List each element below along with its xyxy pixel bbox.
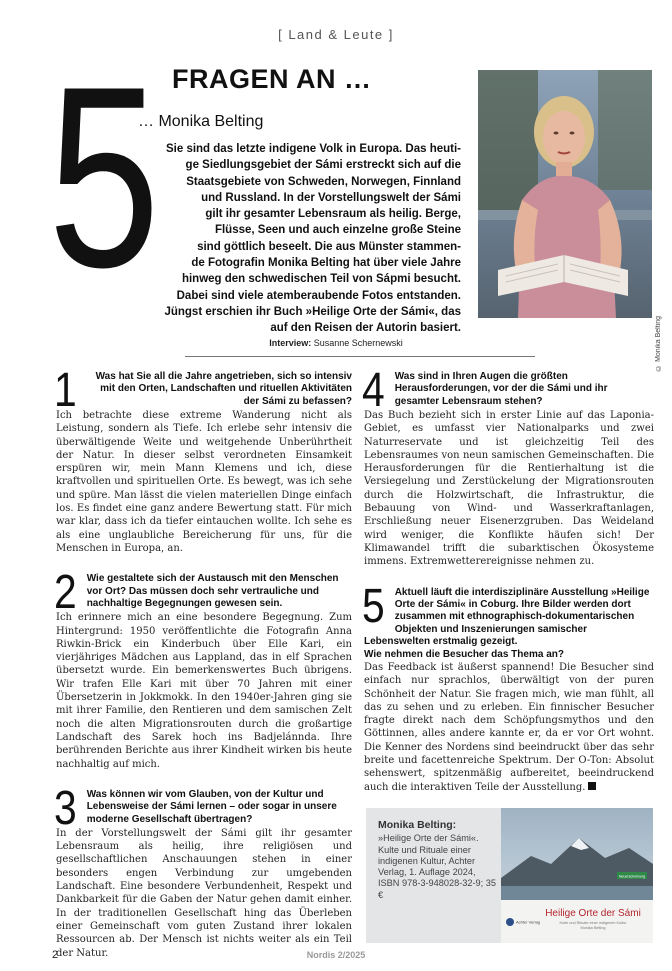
answer-text: Ich erinnere mich an eine besondere Begegnung. Zum Hintergrund: 1950 veröffentlichte die Fotografin Anna Riwkin-Brick ein Kinderbuch über Elle Kari, ein vierjähriges Mädchen aus Lappland, das in elf Sprachen übersetzt wurde. Ein bemerkenswertes Buch übrigens. Wir trafen Elle Kari mit über 70 Jahren mit einer Übersetzerin in Jokkmokk. In den 1940er-Jahren ging sie mit ihrer Familie, den Rentieren und dem samischen Zelt noch die alten Migrationsrouten durch die großartige Landschaft des Sarek hoch ins Badjelánnda. Ihre berührenden Berichte aus ihrer Kindheit wirken bis heute nachhaltig auf mich. xyxy=(56,612,352,770)
book-cover-illustration xyxy=(501,808,653,943)
answer-text xyxy=(364,661,654,794)
qa-item-4 xyxy=(362,364,654,569)
book-details: »Heilige Orte der Sámi«. Kulte und Rituale einer indigenen Kultur, Achter Verlag, 1. Auflage 2024, ISBN 978-3-948028-32-9; 35 € xyxy=(378,833,496,900)
divider xyxy=(185,356,535,357)
column-left xyxy=(54,364,352,971)
interview-credit xyxy=(0,338,672,348)
portrait-illustration xyxy=(478,70,652,318)
qa-item-5 xyxy=(362,579,654,794)
intro-line: Sie sind das letzte indigene Volk in Europa. Das heuti- xyxy=(165,143,461,155)
end-mark xyxy=(588,782,596,790)
column-right xyxy=(362,364,654,812)
page-title: FRAGEN AN … xyxy=(172,64,372,94)
magazine-issue: Nordis 2/2025 xyxy=(306,950,366,960)
intro-line: ge Siedlungsgebiet der Sámi erstreckt sich auf die xyxy=(185,159,461,172)
question-number: 1 xyxy=(54,364,77,417)
interviewer-name: Susanne Schernewski xyxy=(313,338,403,348)
intro-line: Flüsse, Seen und auch einzelne große Steine xyxy=(214,224,461,237)
intro-text xyxy=(148,141,461,337)
intro-line: Dabei sind viele atemberaubende Fotos entstanden. xyxy=(176,289,461,302)
answer-text: Ich betrachte diese extreme Wanderung nicht als Leistung, sondern als Tiefe. Ich erlebe sehr intensiv die überwältigende Weite und weitgehende Unberührtheit der Natur. In dieser selbst verordneten Einsamkeit erspüren wir, mein Mann Klemens und ich, diese kraftvollen und spirituellen Orte. Es bewegt, was ich sehe und spüre. Man lässt die vielen materiellen Dinge einfach los. Es findet eine ganz andere Bewertung statt. Für mich war klar, dass ich da tiefer eintauchen wollte. Ich sehe es als eine unglaubliche Bereicherung für uns, für die Menschen in Europa, an. xyxy=(56,410,352,554)
question-text: Wie gestaltete sich der Austausch mit den Menschen vor Ort? Das müssen doch sehr vertrauliche und nachhaltige Begegnungen gewesen sein. xyxy=(86,573,339,610)
intro-line: hinweg den schwedischen Teil von Sápmi besucht. xyxy=(181,273,461,286)
intro-line: Jüngst erschien ihr Buch »Heilige Orte der Sámi«, das xyxy=(164,305,461,318)
qa-item-1 xyxy=(54,364,352,555)
answer-text: In der Vorstellungswelt der Sámi gilt ihr gesamter Lebensraum als heilig, ihre religiösen und gesellschaftlichen Anschauungen stehen in einer besonders engen Verbindung zur umgebenden Landschaft. Eine besondere Verbundenheit, Respekt und Dankbarkeit für die Gaben der Natur gehen damit einher. In der traditionellen Gesellschaft hing das Überleben einer Gemeinschaft vom guten Zustand ihrer lokalen Ressourcen ab. Der Mensch ist nichts weiter als ein Teil der Natur. xyxy=(56,827,352,959)
intro-line: sind göttlich beseelt. Die aus Münster stammen- xyxy=(197,240,461,253)
cover-title: Heilige Orte der Sámi xyxy=(545,908,641,919)
question-number: 2 xyxy=(54,566,77,620)
publisher-logo-icon xyxy=(506,918,514,926)
page-number: 2 xyxy=(52,949,59,961)
intro-line: und Russland. In der Vorstellungswelt der Sámi xyxy=(201,191,461,204)
intro-line: Staatsgebiete von Schweden, Norwegen, Finnland xyxy=(186,175,461,188)
section-tag: [ Land & Leute ] xyxy=(278,27,394,42)
portrait-photo xyxy=(478,70,652,318)
cover-badge: Neuerscheinung xyxy=(618,874,646,879)
cover-author: Monika Belting xyxy=(580,926,606,930)
cover-subtitle: Kulte und Rituale einer indigenen Kultur xyxy=(559,921,627,925)
intro-line: de Fotografin Monika Belting hat über viele Jahre xyxy=(191,257,461,270)
question-text: Was können wir vom Glauben, von der Kultur und Lebensweise der Sámi lernen – oder sogar in unsere moderne Gesellschaft übertragen? xyxy=(86,788,337,825)
page-subtitle: … Monika Belting xyxy=(138,113,264,130)
question-text: Was sind in Ihren Augen die größten Herausforderungen, vor der die Sámi und ihr gesamter Lebensraum stehen? xyxy=(394,371,608,407)
book-cover xyxy=(501,808,653,943)
qa-item-3 xyxy=(54,781,352,960)
interview-label: Interview: xyxy=(269,338,312,348)
question-text: Was hat Sie all die Jahre angetrieben, sich so intensiv mit den Orten, Landschaften und rituellen Aktivitäten der Sámi zu befassen? xyxy=(95,371,352,407)
question-number: 5 xyxy=(362,579,385,633)
question-text-followup: Wie nehmen die Besucher das Thema an? xyxy=(364,648,564,660)
book-text xyxy=(378,820,498,901)
big-number: 5 xyxy=(48,32,160,321)
answer-body: Das Feedback ist äußerst spannend! Die Besucher sind einfach nur sprachlos, überwältigt von der puren Schönheit der Natur. Sie fragen mich, wie man fühlt, all das zu sehen und zu erleben. Ein finnischer Besucher fragte direkt nach dem Schöpfungsmythos und den Göttinnen, alles andere kannte er, da er vor Ort wohnt. Die Kenner des Nordens sind beeindruckt über das sehr breite und facettenreiche Spektrum. Der O-Ton: Absolut sehenswert, spitzenmäßig aufbereitet, beeindruckend auch die interaktiven Teile der Ausstellung. xyxy=(364,662,654,793)
book-info-box xyxy=(366,808,653,943)
qa-item-2 xyxy=(54,566,352,771)
question-number: 4 xyxy=(362,364,385,417)
question-text: Aktuell läuft die interdisziplinäre Ausstellung »Heilige Orte der Sámi« in Coburg. Ihre Bilder werden dort zusammen mit ethnographisch-dokumentarischen Objekten und Inszenierungen samischer Lebenswelten erstmalig gezeigt. xyxy=(364,586,650,648)
book-author: Monika Belting: xyxy=(378,819,457,831)
question-number: 3 xyxy=(54,781,77,835)
intro-line: gilt ihr gesamter Lebensraum als heilig. Berge, xyxy=(205,208,461,221)
photo-credit: © Monika Belting xyxy=(655,316,662,371)
answer-text: Das Buch bezieht sich in erster Linie auf das Laponia-Gebiet, es umfasst vier Nationalparks und zwei Naturreservate und ist gleichzeitig Teil des Lebensraumes von neun samischen Gemeinschaften. Die Herausforderungen für die Rentierhaltung ist die Versiegelung und Zerstückelung der Migrationsrouten durch die Holzwirtschaft, die Infrastruktur, die Bebauung von Wind- und Wasserkraftanlagen, Erschließung neuer Eisenerzgruben. Das Weideland wird weniger, die Konflikte häufen sich! Der Klimawandel trifft die subarktischen Ökosysteme immens. Extremwetterereignisse nehmen zu. xyxy=(364,410,654,568)
intro-line: auf den Reisen der Autorin basiert. xyxy=(270,322,461,335)
cover-publisher: Achter Verlag xyxy=(516,919,541,925)
